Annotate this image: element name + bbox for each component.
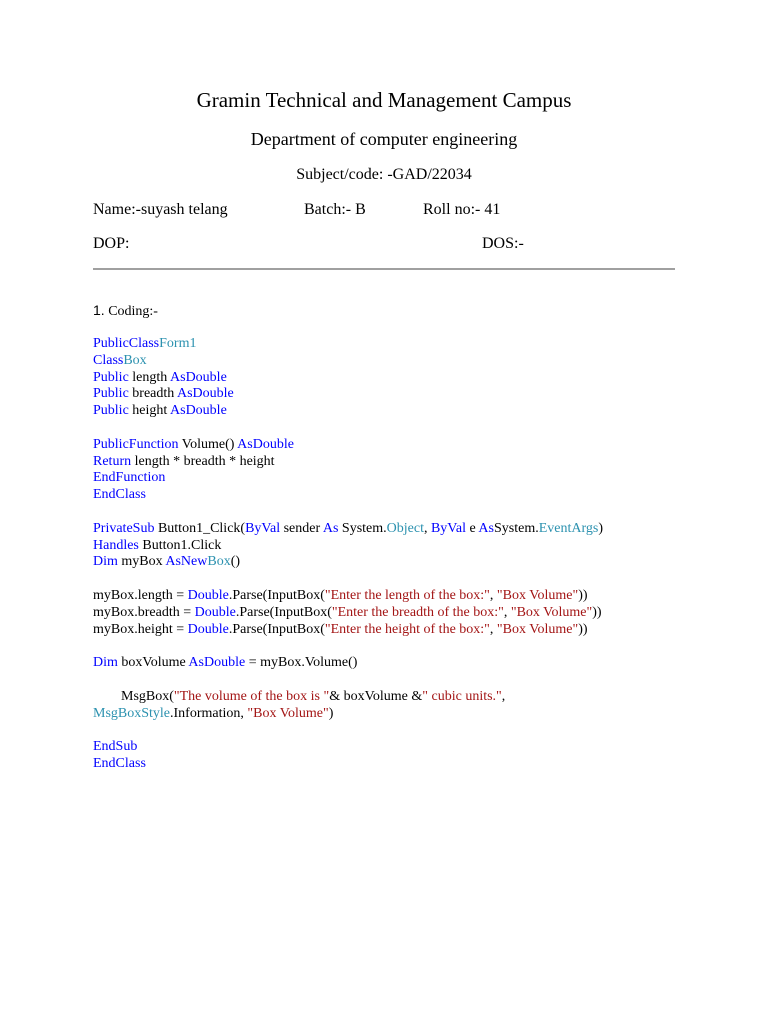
code-token: PrivateSub [93, 520, 155, 536]
code-token: , [423, 520, 431, 536]
code-line [93, 588, 603, 605]
code-token: EventArgs [538, 520, 599, 536]
code-line [93, 403, 603, 420]
code-line [93, 622, 603, 639]
code-token: ByVal [245, 520, 281, 536]
code-token: )) [578, 587, 588, 603]
roll-number: Roll no:- 41 [423, 201, 501, 218]
code-token: Box [123, 352, 147, 368]
code-token: AsDouble [188, 655, 246, 671]
code-token: EndFunction [93, 470, 166, 486]
code-token: "Box Volume" [496, 587, 579, 603]
code-token: Public [93, 386, 129, 402]
code-token: " cubic units." [422, 688, 502, 704]
section-number: 1. [93, 302, 105, 318]
code-token: MsgBox( [93, 688, 174, 704]
institution-title: Gramin Technical and Management Campus [196, 88, 572, 112]
code-token: .Information, [170, 705, 248, 721]
horizontal-rule [93, 268, 675, 270]
code-token: sender [280, 520, 323, 536]
section-title: Coding:- [108, 304, 158, 319]
section-heading [93, 302, 158, 320]
code-line [93, 689, 603, 706]
code-line [93, 336, 603, 353]
code-line [93, 739, 603, 756]
code-token: () [230, 554, 241, 570]
code-token: Volume() [178, 436, 238, 452]
code-line [93, 386, 603, 403]
code-token: PublicClass [93, 336, 160, 351]
code-token: "Enter the breadth of the box:" [331, 604, 504, 620]
code-line [93, 706, 603, 723]
subject-code: Subject/code: -GAD/22034 [296, 166, 472, 183]
code-token: Dim [93, 554, 118, 570]
code-line [93, 521, 603, 538]
code-token: As [322, 520, 339, 536]
code-token: Button1_Click( [154, 520, 246, 536]
code-token: ) [328, 705, 334, 721]
code-line [93, 655, 603, 672]
batch: Batch:- B [304, 201, 366, 218]
code-token: Box [207, 554, 231, 570]
code-token: AsDouble [237, 436, 294, 452]
code-token: "Box Volume" [510, 604, 593, 620]
code-token: MsgBoxStyle [93, 705, 171, 721]
code-token: EndClass [93, 487, 146, 503]
code-token: )) [592, 604, 602, 620]
code-line [93, 756, 603, 773]
code-token: EndSub [93, 739, 138, 755]
code-line [93, 487, 603, 504]
code-token: "The volume of the box is " [173, 688, 330, 704]
code-blank-line [93, 672, 603, 689]
code-token: myBox.breadth = [93, 604, 195, 620]
date-of-performance: DOP: [93, 235, 130, 252]
code-token: "Box Volume" [247, 705, 329, 721]
code-line [93, 437, 603, 454]
code-token: , [501, 688, 506, 704]
code-token: )) [578, 621, 588, 637]
code-token: "Enter the height of the box:" [324, 621, 490, 637]
code-token: = myBox.Volume() [245, 655, 358, 671]
code-token: AsNew [165, 554, 208, 570]
department-title: Department of computer engineering [250, 129, 518, 149]
code-line [93, 554, 603, 571]
code-line [93, 370, 603, 387]
code-token: ByVal [430, 520, 466, 536]
code-blank-line [93, 571, 603, 588]
code-token: e [465, 520, 479, 536]
code-token: Public [93, 369, 129, 385]
code-token: AsDouble [177, 386, 234, 402]
date-of-submission: DOS:- [482, 235, 524, 252]
code-token: Class [93, 352, 124, 368]
code-token: myBox.height = [93, 621, 188, 637]
code-token: .Parse(InputBox( [235, 604, 332, 620]
code-token: System. [338, 520, 387, 536]
code-token: System. [493, 520, 539, 536]
code-token: height [128, 403, 171, 419]
code-blank-line [93, 504, 603, 521]
code-token: Handles [93, 537, 139, 553]
code-line [93, 470, 603, 487]
code-token: myBox.length = [93, 587, 188, 603]
code-line [93, 605, 603, 622]
code-token: ) [598, 520, 604, 536]
code-token: breadth [128, 386, 177, 402]
code-token: myBox [117, 554, 166, 570]
code-token: boxVolume [117, 655, 189, 671]
code-token: , [489, 621, 497, 637]
code-token: Public [93, 403, 129, 419]
code-token: length * breadth * height [131, 453, 275, 469]
code-token: AsDouble [170, 403, 227, 419]
code-token: EndClass [93, 755, 146, 771]
code-token: , [503, 604, 511, 620]
code-token: Dim [93, 655, 118, 671]
student-name: Name:-suyash telang [93, 201, 228, 218]
code-token: length [128, 369, 171, 385]
code-token: Double [194, 604, 236, 620]
code-blank-line [93, 722, 603, 739]
code-blank-line [93, 638, 603, 655]
code-blank-line [93, 420, 603, 437]
code-token: "Enter the length of the box:" [324, 587, 490, 603]
code-token: Double [187, 587, 229, 603]
code-token: .Parse(InputBox( [228, 621, 325, 637]
code-token: Form1 [159, 336, 197, 351]
code-token: AsDouble [170, 369, 227, 385]
code-token: Return [93, 453, 132, 469]
code-line [93, 538, 603, 555]
code-token: , [489, 587, 497, 603]
code-token: Object [386, 520, 424, 536]
code-token: Button1.Click [138, 537, 222, 553]
code-token: Double [187, 621, 229, 637]
code-token: PublicFunction [93, 436, 179, 452]
code-token: .Parse(InputBox( [228, 587, 325, 603]
code-listing [93, 336, 603, 773]
code-line [93, 454, 603, 471]
code-token: & boxVolume & [329, 688, 423, 704]
code-line [93, 353, 603, 370]
code-token: As [478, 520, 494, 536]
code-token: "Box Volume" [496, 621, 579, 637]
